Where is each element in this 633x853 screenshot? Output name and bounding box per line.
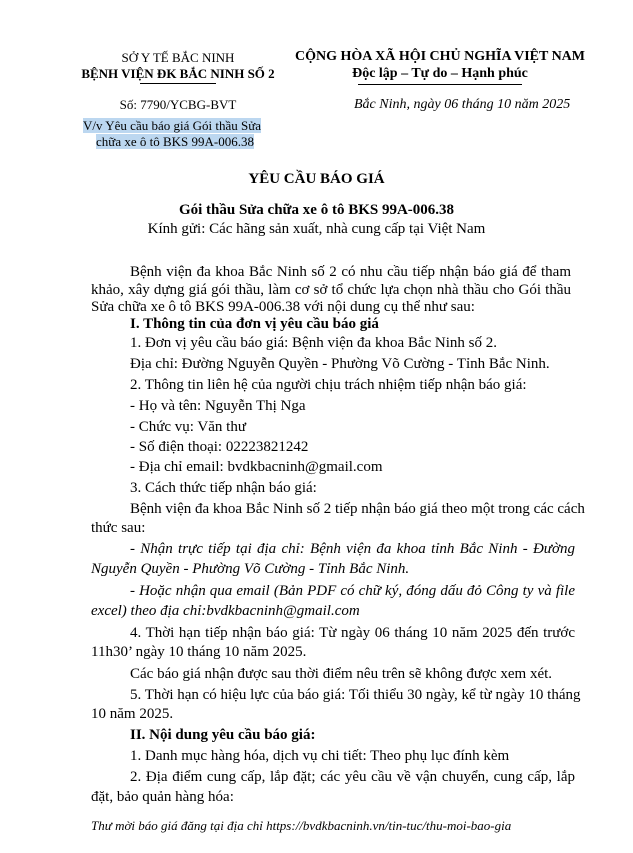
contact-title: 2. Thông tin liên hệ của người chịu trách nhiệm tiếp nhận báo giá:	[130, 377, 527, 393]
section-1-heading: I. Thông tin của đơn vị yêu cầu báo giá	[130, 316, 379, 332]
direct-line-2: Nguyễn Quyền - Phường Võ Cường - Tỉnh Bắc Ninh.	[91, 561, 410, 577]
intro-line-2: khảo, xây dựng giá gói thầu, làm cơ sở tổ chức lựa chọn nhà thầu cho Gói thầu	[91, 282, 571, 298]
section-2-heading: II. Nội dung yêu cầu báo giá:	[130, 727, 316, 743]
national-title: CỘNG HÒA XÃ HỘI CHỦ NGHĨA VIỆT NAM	[294, 49, 585, 64]
footer-link[interactable]: Thư mời báo giá đăng tại địa chỉ https://bvdkbacninh.vn/tin-tuc/thu-moi-bao-gia	[91, 818, 512, 833]
item-2-line-1: 2. Địa điểm cung cấp, lắp đặt; các yêu cầu về vận chuyển, cung cấp, lắp	[130, 769, 575, 785]
intro-line-3: Sửa chữa xe ô tô BKS 99A-006.38 với nội dung cụ thể như sau:	[91, 299, 475, 315]
item-2-line-2: đặt, bảo quản hàng hóa:	[91, 789, 234, 805]
method-line-1: Bệnh viện đa khoa Bắc Ninh số 2 tiếp nhận báo giá theo một trong các cách	[130, 501, 585, 517]
late-note: Các báo giá nhận được sau thời điểm nêu trên sẽ không được xem xét.	[130, 666, 553, 682]
deadline-line-1: 4. Thời hạn tiếp nhận báo giá: Từ ngày 06 tháng 10 năm 2025 đến trước	[130, 625, 575, 641]
validity-line-1: 5. Thời hạn có hiệu lực của báo giá: Tối thiểu 30 ngày, kể từ ngày 10 tháng	[130, 687, 581, 703]
intro-line-1: Bệnh viện đa khoa Bắc Ninh số 2 có nhu cầu tiếp nhận báo giá để tham	[130, 264, 571, 280]
national-motto: Độc lập – Tự do – Hạnh phúc	[352, 66, 528, 81]
header-left-rule	[140, 83, 216, 84]
contact-email: - Địa chỉ email: bvdkbacninh@gmail.com	[130, 459, 383, 475]
email-line-1: - Hoặc nhận qua email (Bản PDF có chữ ký, đóng dấu đỏ Công ty và file	[130, 583, 575, 599]
validity-line-2: 10 năm 2025.	[91, 706, 174, 722]
contact-name: - Họ và tên: Nguyễn Thị Nga	[130, 398, 306, 414]
header-right-rule	[358, 84, 522, 85]
deadline-line-2: 11h30’ ngày 10 tháng 10 năm 2025.	[91, 644, 307, 660]
contact-position: - Chức vụ: Văn thư	[130, 419, 246, 435]
package-name: Gói thầu Sửa chữa xe ô tô BKS 99A-006.38	[178, 202, 455, 218]
recipient: Kính gửi: Các hãng sản xuất, nhà cung cấp tại Việt Nam	[147, 221, 486, 237]
document-number: Số: 7790/YCBG-BVT	[119, 97, 237, 112]
item-1: 1. Danh mục hàng hóa, dịch vụ chi tiết: Theo phụ lục đính kèm	[130, 748, 510, 764]
unit-line: 1. Đơn vị yêu cầu báo giá: Bệnh viện đa khoa Bắc Ninh số 2.	[130, 335, 498, 351]
page-title: YÊU CẦU BÁO GIÁ	[248, 171, 385, 187]
subject-line-1: V/v Yêu cầu báo giá Gói thầu Sửa	[83, 118, 262, 133]
subject-line-2: chữa xe ô tô BKS 99A-006.38	[96, 134, 254, 149]
agency-name: SỞ Y TẾ BẮC NINH	[121, 50, 235, 65]
address-line: Địa chỉ: Đường Nguyễn Quyền - Phường Võ Cường - Tỉnh Bắc Ninh.	[130, 356, 550, 372]
email-line-2: excel) theo địa chỉ:bvdkbacninh@gmail.com	[91, 603, 360, 619]
method-line-2: thức sau:	[91, 520, 146, 536]
direct-line-1: - Nhận trực tiếp tại địa chỉ: Bệnh viện đa khoa tỉnh Bắc Ninh - Đường	[130, 541, 575, 557]
place-date: Bắc Ninh, ngày 06 tháng 10 năm 2025	[354, 97, 571, 112]
contact-phone: - Số điện thoại: 02223821242	[130, 439, 309, 455]
hospital-name: BỆNH VIỆN ĐK BẮC NINH SỐ 2	[81, 66, 275, 81]
method-title: 3. Cách thức tiếp nhận báo giá:	[130, 480, 317, 496]
